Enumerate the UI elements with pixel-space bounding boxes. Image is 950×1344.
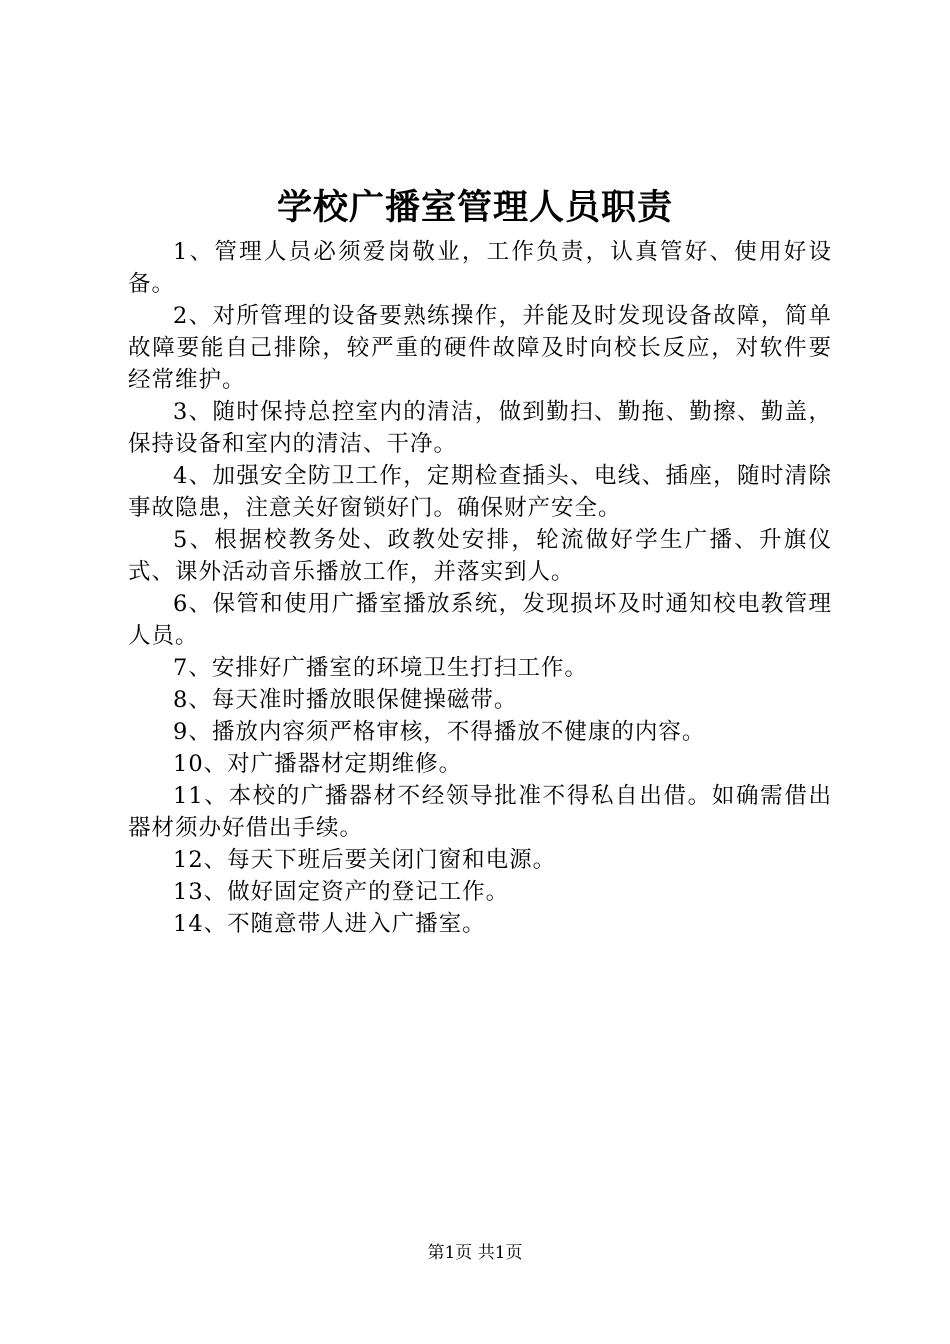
paragraph-3: 3、随时保持总控室内的清洁，做到勤扫、勤拖、勤擦、勤盖，保持设备和室内的清洁、干净。 <box>128 399 832 457</box>
document-title: 学校广播室管理人员职责 <box>276 187 673 228</box>
paragraph-13: 13、做好固定资产的登记工作。 <box>173 879 510 905</box>
paragraph-1: 1、管理人员必须爱岗敬业，工作负责，认真管好、使用好设备。 <box>128 239 832 297</box>
paragraph-6: 6、保管和使用广播室播放系统，发现损坏及时通知校电教管理人员。 <box>128 591 832 649</box>
paragraph-14: 14、不随意带人进入广播室。 <box>173 911 486 937</box>
paragraph-8: 8、每天准时播放眼保健操磁带。 <box>173 687 518 713</box>
paragraph-4: 4、加强安全防卫工作，定期检查插头、电线、插座，随时清除事故隐患，注意关好窗锁好门。确保财产安全。 <box>128 463 832 521</box>
document-body <box>128 236 832 940</box>
paragraph-9: 9、播放内容须严格审核，不得播放不健康的内容。 <box>173 719 706 745</box>
paragraph-11: 11、本校的广播器材不经领导批准不得私自出借。如确需借出器材须办好借出手续。 <box>128 783 832 841</box>
paragraph-12: 12、每天下班后要关闭门窗和电源。 <box>173 847 557 873</box>
paragraph-5: 5、根据校教务处、政教处安排，轮流做好学生广播、升旗仪式、课外活动音乐播放工作，并落实到人。 <box>128 527 832 585</box>
paragraph-10: 10、对广播器材定期维修。 <box>173 751 463 777</box>
page-footer: 第1页 共1页 <box>427 1243 523 1263</box>
paragraph-7: 7、安排好广播室的环境卫生打扫工作。 <box>173 655 588 681</box>
paragraph-2: 2、对所管理的设备要熟练操作，并能及时发现设备故障，简单故障要能自己排除，较严重的硬件故障及时向校长反应，对软件要经常维护。 <box>128 303 832 393</box>
